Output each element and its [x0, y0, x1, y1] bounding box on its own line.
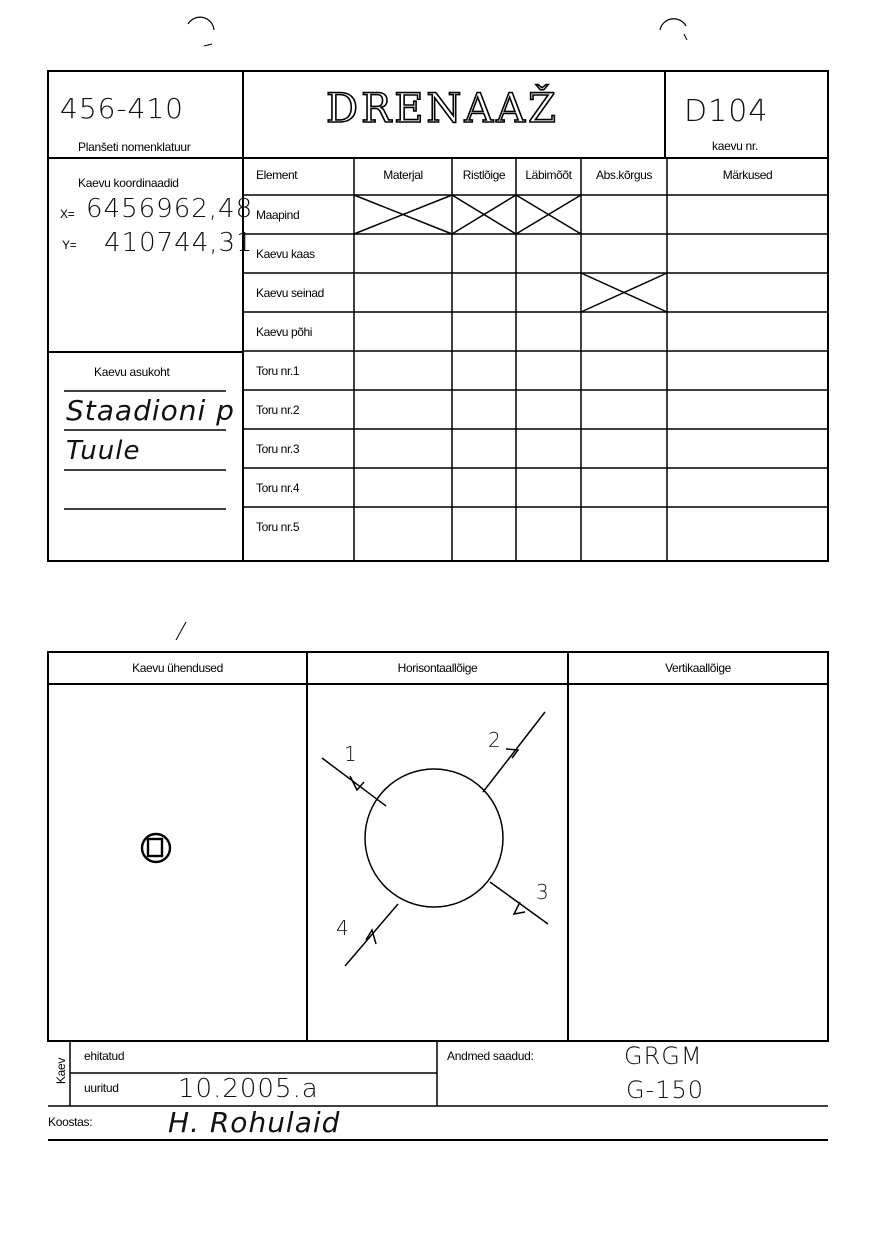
y-value: 410744,31 — [104, 228, 254, 258]
data-source-value-2: G-150 — [626, 1076, 705, 1104]
row-label-pipe-4: Toru nr.4 — [256, 481, 300, 495]
surveyed-label: uuritud — [84, 1081, 119, 1095]
x-value: 6456962,48 — [86, 194, 254, 224]
x-label: X= — [60, 207, 75, 221]
vertical-section-header: Vertikaallõige — [665, 661, 731, 675]
row-label-pipe-5: Toru nr.5 — [256, 520, 300, 534]
pipe-label-2: 2 — [488, 728, 502, 752]
data-source-value-1: GRGM — [624, 1042, 703, 1070]
author-label: Koostas: — [48, 1115, 93, 1129]
nomenclature-label: Planšeti nomenklatuur — [78, 140, 191, 154]
author-value: H. Rohulaid — [168, 1106, 341, 1139]
row-label-lid: Kaevu kaas — [256, 247, 315, 261]
well-side-label: Kaev — [54, 1057, 68, 1085]
header-abs-height: Abs.kõrgus — [595, 168, 653, 182]
pipe-label-3: 3 — [536, 880, 550, 904]
data-source-label: Andmed saadud: — [447, 1049, 534, 1063]
row-label-walls: Kaevu seinad — [256, 286, 324, 300]
page-title: DRENAAŽ — [326, 86, 559, 132]
horizontal-section-header: Horisontaallõige — [397, 661, 478, 675]
row-label-pipe-2: Toru nr.2 — [256, 403, 300, 417]
row-label-pipe-3: Toru nr.3 — [256, 442, 300, 456]
coordinates-label: Kaevu koordinaadid — [78, 176, 179, 190]
header-diameter: Läbimõõt — [525, 168, 572, 182]
header-cross-section: Ristlõige — [462, 168, 506, 182]
y-label: Y= — [62, 238, 77, 252]
row-label-bottom: Kaevu põhi — [256, 325, 313, 339]
connections-header: Kaevu ühendused — [132, 661, 223, 675]
header-material: Materjal — [383, 168, 423, 182]
surveyed-value: 10.2005.a — [178, 1074, 319, 1104]
pipe-label-4: 4 — [336, 916, 350, 940]
row-label-pipe-1: Toru nr.1 — [256, 364, 300, 378]
built-label: ehitatud — [84, 1049, 125, 1063]
location-line-2: Tuule — [66, 436, 141, 466]
row-label-ground: Maapind — [256, 208, 300, 222]
header-element: Element — [256, 168, 298, 182]
location-label: Kaevu asukoht — [94, 365, 170, 379]
well-number-label: kaevu nr. — [712, 139, 758, 153]
well-number-value: D104 — [684, 94, 769, 129]
location-line-1: Staadioni p — [66, 394, 235, 427]
header-notes: Märkused — [722, 168, 773, 182]
nomenclature-value: 456-410 — [60, 92, 184, 125]
pipe-label-1: 1 — [344, 742, 358, 766]
